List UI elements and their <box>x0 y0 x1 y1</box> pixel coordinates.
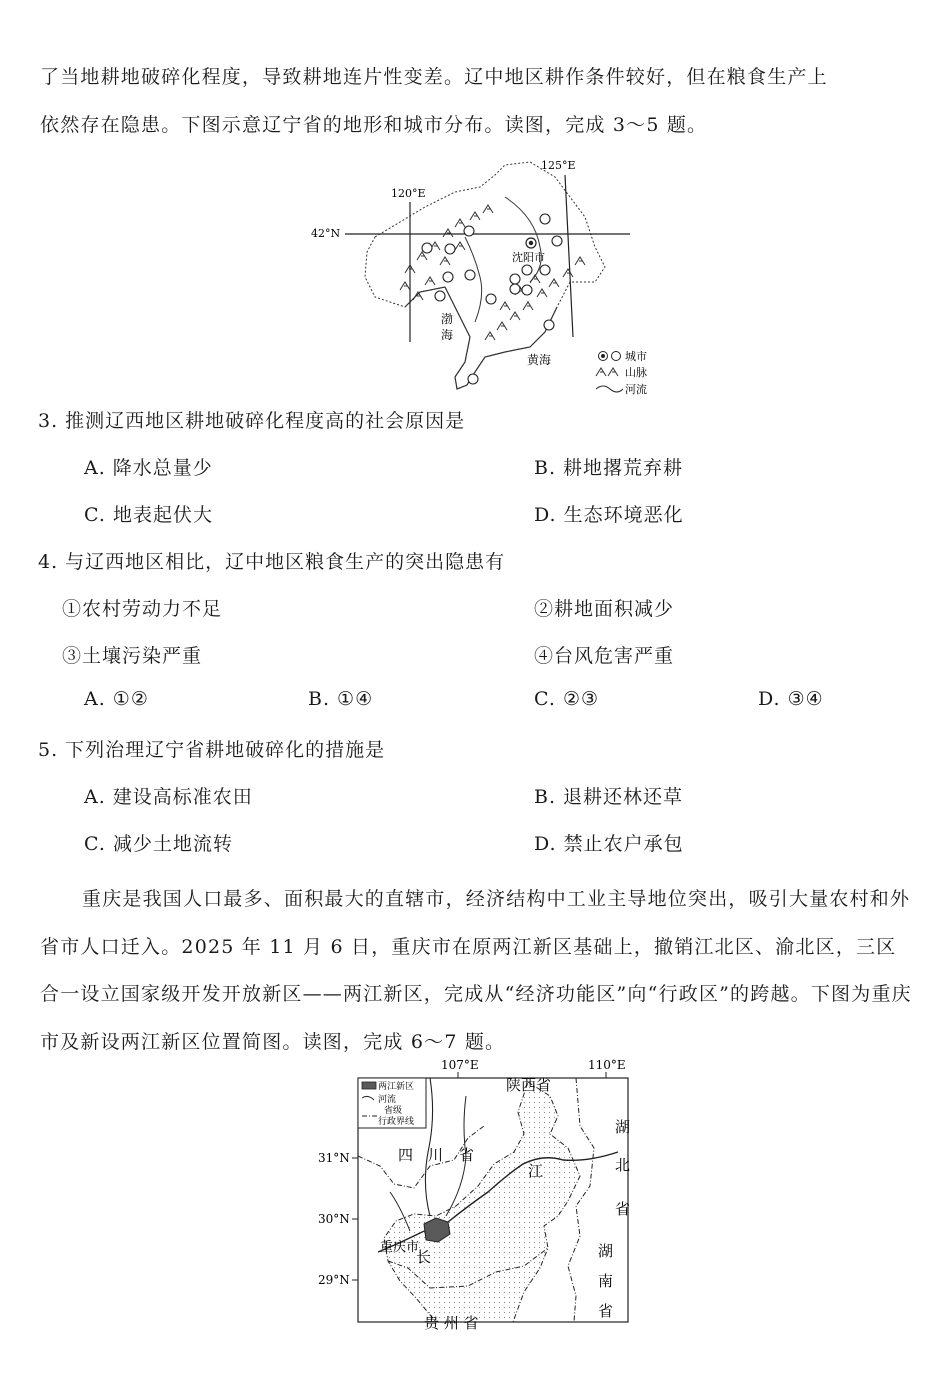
q3-option-b: B. 耕地撂荒弃耕 <box>534 457 684 479</box>
hunan-label-2: 南 <box>598 1272 614 1290</box>
liaoning-map <box>305 157 665 402</box>
q3-option-a: A. 降水总量少 <box>84 457 213 479</box>
lat-29-label: 29°N <box>318 1273 350 1287</box>
hubei-label-2: 北 <box>615 1156 631 1174</box>
legend-new-area: 两江新区 <box>378 1082 415 1092</box>
legend-river: 河流 <box>625 383 647 396</box>
q3-stem: 3. 推测辽西地区耕地破碎化程度高的社会原因是 <box>38 410 466 432</box>
lon-120-label: 120°E <box>391 187 426 200</box>
q4-option-a: A. ①② <box>84 688 149 710</box>
sichuan-label-2: 川 <box>428 1146 444 1164</box>
q5-option-c: C. 减少土地流转 <box>84 833 233 855</box>
lon-110-label: 110°E <box>588 1058 626 1072</box>
bohai-label-2: 海 <box>441 328 454 342</box>
shaanxi-label: 陕西省 <box>506 1076 552 1094</box>
guizhou-label: 贵 州 省 <box>424 1314 479 1332</box>
lat-30-label: 30°N <box>318 1212 350 1226</box>
shenyang-label: 沈阳市 <box>512 251 545 264</box>
sichuan-label-3: 省 <box>459 1146 475 1164</box>
huanghai-label: 黄海 <box>527 353 552 367</box>
lon-125-label: 125°E <box>541 159 576 172</box>
legend-boundary-1: 省级 <box>384 1106 403 1116</box>
lat-31-label: 31°N <box>318 1151 350 1165</box>
intro-line-2: 依然存在隐患。下图示意辽宁省的地形和城市分布。读图，完成 3～5 题。 <box>40 114 708 136</box>
q5-stem: 5. 下列治理辽宁省耕地破碎化的措施是 <box>38 739 386 761</box>
lat-42-label: 42°N <box>311 227 341 240</box>
q4-statement-4: ④台风危害严重 <box>534 645 675 667</box>
chang-label: 长 <box>416 1248 432 1266</box>
q3-option-d: D. 生态环境恶化 <box>534 504 684 526</box>
q4-option-c: C. ②③ <box>534 688 600 710</box>
q4-statement-3: ③土壤污染严重 <box>62 645 203 667</box>
hubei-label-3: 省 <box>615 1200 631 1218</box>
chongqing-map <box>318 1056 638 1332</box>
q5-option-d: D. 禁止农户承包 <box>534 833 684 855</box>
legend-boundary-2: 行政界线 <box>378 1117 415 1127</box>
hunan-label-1: 湖 <box>598 1242 614 1260</box>
q5-option-a: A. 建设高标准农田 <box>84 786 253 808</box>
hubei-label-1: 湖 <box>615 1118 631 1136</box>
lon-107-label: 107°E <box>441 1058 479 1072</box>
q4-option-d: D. ③④ <box>758 688 824 710</box>
passage-chongqing: 重庆是我国人口最多、面积最大的直辖市，经济结构中工业主导地位突出，吸引大量农村和外省市人口迁入。2025 年 11 月 6 日，重庆市在原两江新区基础上，撤销江北区、渝北区，三区合一设立国家级开发开放新区——两江新区，完成从“经济功能区”向“行政区”的跨越。下图为重庆市及新设两江新区位置简图。读图，完成 6～7 题。 <box>40 888 912 1053</box>
q3-option-c: C. 地表起伏大 <box>84 504 213 526</box>
q5-option-b: B. 退耕还林还草 <box>534 786 684 808</box>
hunan-label-3: 省 <box>598 1302 614 1320</box>
chongqing-label: 重庆市 <box>380 1240 420 1255</box>
intro-line-1: 了当地耕地破碎化程度，导致耕地连片性变差。辽中地区耕作条件较好，但在粮食生产上 <box>40 66 828 88</box>
legend-mountain: 山脉 <box>625 366 647 379</box>
legend-river-2: 河流 <box>378 1095 397 1105</box>
q4-option-b: B. ①④ <box>308 688 374 710</box>
bohai-label-1: 渤 <box>441 312 454 326</box>
sichuan-label-1: 四 <box>398 1146 414 1164</box>
jiang-label: 江 <box>528 1162 544 1180</box>
q4-stem: 4. 与辽西地区相比，辽中地区粮食生产的突出隐患有 <box>38 551 506 573</box>
map1-legend <box>596 350 647 396</box>
map2-legend <box>358 1078 426 1128</box>
q4-statement-2: ②耕地面积减少 <box>534 598 675 620</box>
q4-statement-1: ①农村劳动力不足 <box>62 598 223 620</box>
legend-city: 城市 <box>625 350 647 363</box>
